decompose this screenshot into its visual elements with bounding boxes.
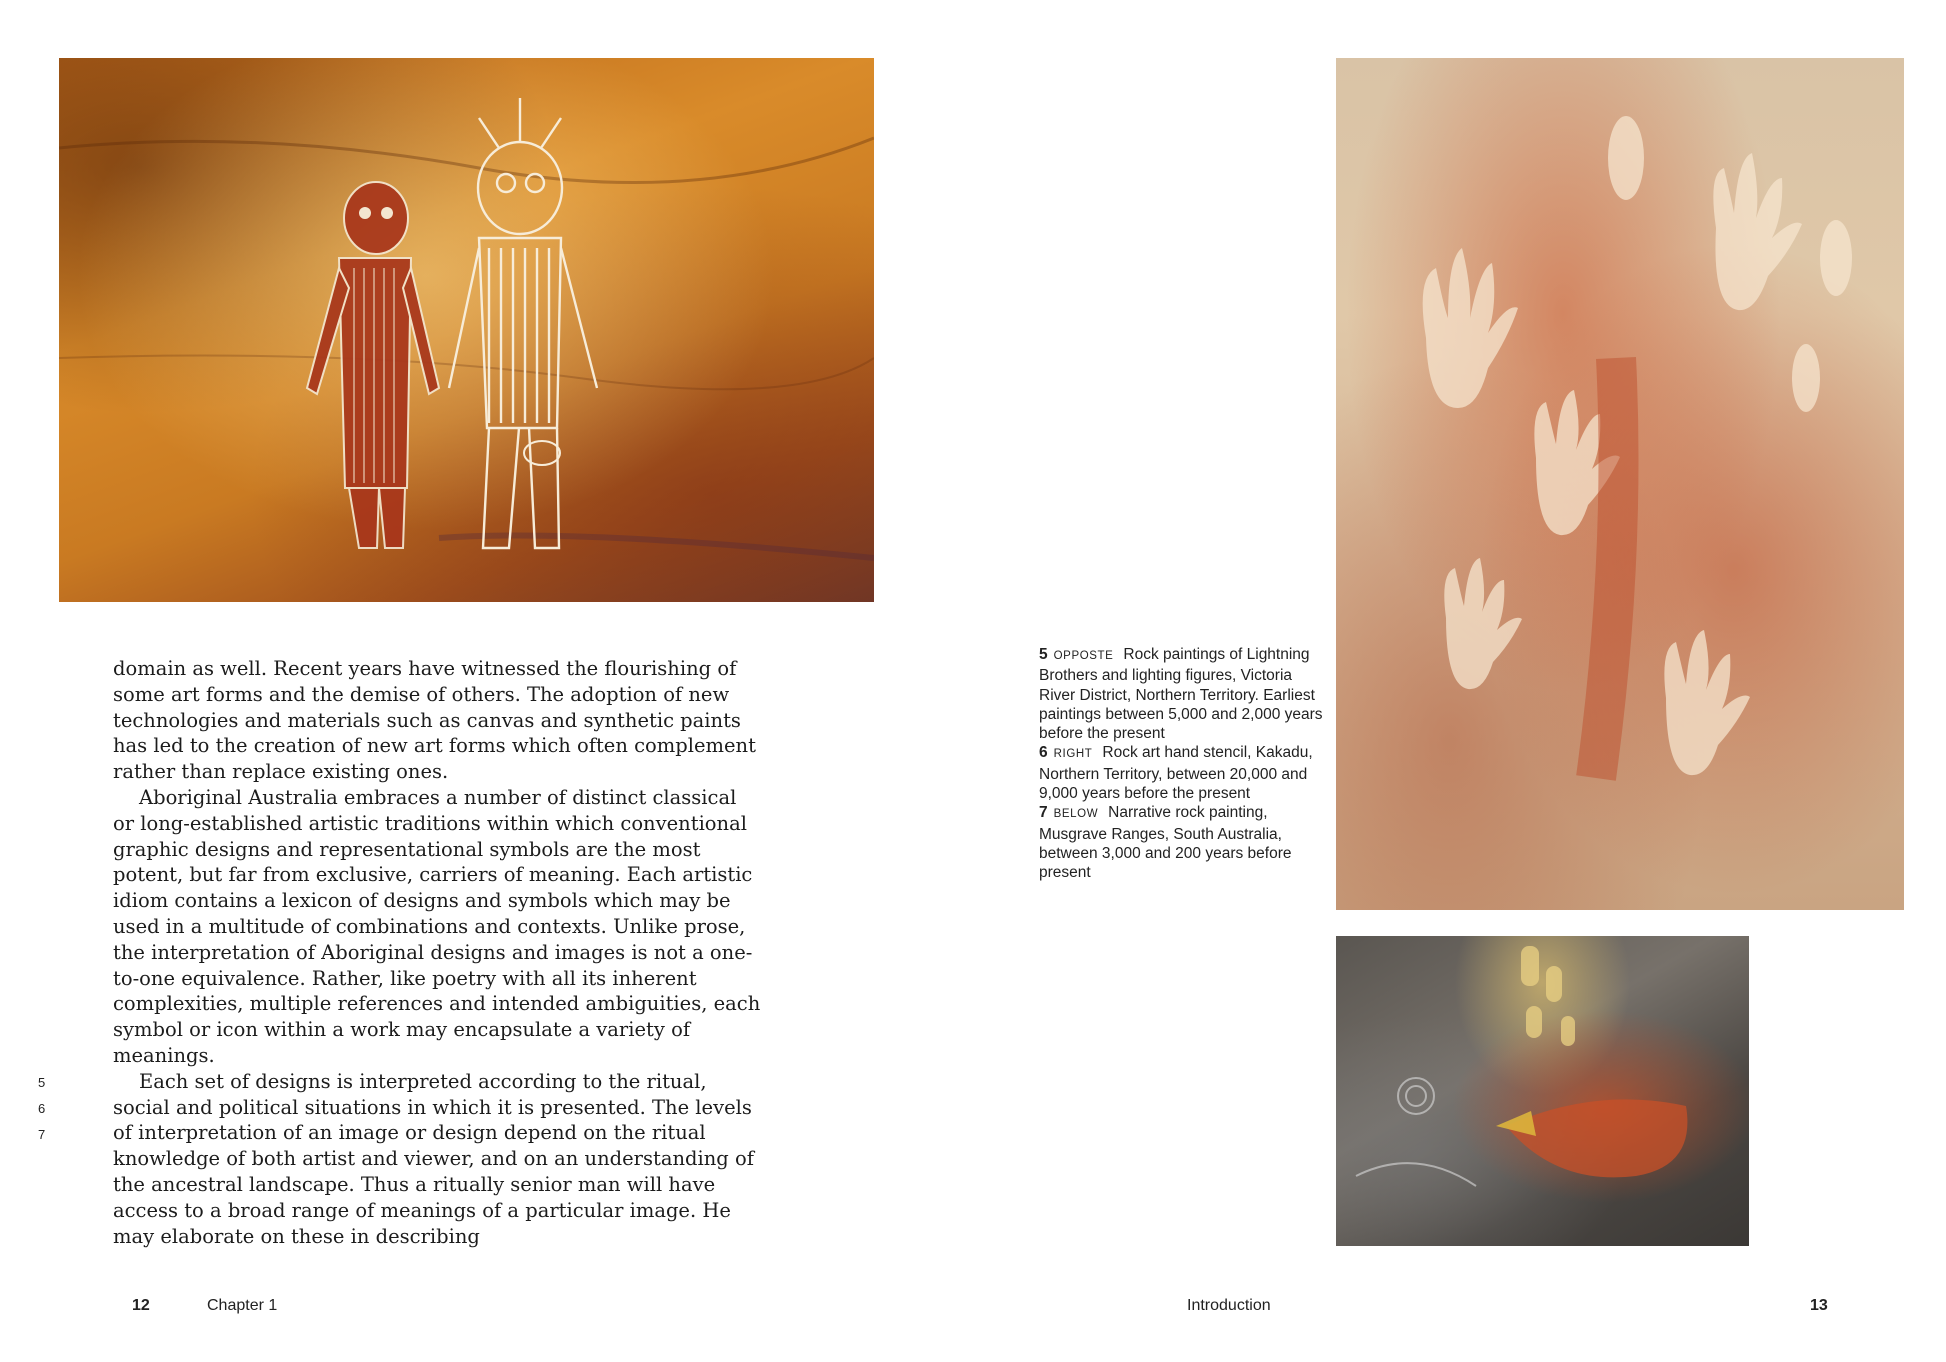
running-head-right: Introduction	[1187, 1297, 1271, 1314]
running-head-left: Chapter 1	[207, 1297, 278, 1314]
caption-7	[1039, 803, 1324, 882]
caption-position: BELOW	[1053, 808, 1099, 821]
narrative-rock-painting-photo	[1336, 936, 1749, 1246]
caption-number: 6	[1039, 744, 1048, 762]
caption-text: Rock art hand stencil, Kakadu, Northern Territory, between 20,000 and 9,000 years before the present	[1039, 744, 1313, 803]
caption-text: Rock paintings of Lightning Brothers and lighting figures, Victoria River District, Northern Territory. Earliest paintings between 5,000 and 2,000 years before the present	[1039, 646, 1323, 743]
page-number-right: 13	[1810, 1297, 1828, 1314]
caption-text: Narrative rock painting, Musgrave Ranges, South Australia, between 3,000 and 200 years before present	[1039, 804, 1292, 882]
paragraph-2: Aboriginal Australia embraces a number of distinct classical or long-established artistic traditions within which conventional graphic designs and representational symbols are the most potent, but far from exclusive, carriers of meaning. Each artistic idiom contains a lexicon of designs and symbols which may be used in a multitude of combinations and contexts. Unlike prose, the interpretation of Aboriginal designs and images is not a one-to-one equivalence. Rather, like poetry with all its inherent complexities, multiple references and intended ambiguities, each symbol or icon within a work may encapsulate a variety of meanings.	[113, 785, 761, 1067]
figure-captions	[1039, 645, 1324, 883]
body-text	[113, 656, 763, 1249]
hand-stencil-photo	[1336, 58, 1904, 910]
figure-ref-5: 5	[38, 1075, 46, 1090]
caption-position: RIGHT	[1053, 748, 1093, 761]
figure-ref-7: 7	[38, 1127, 46, 1142]
paragraph-3: Each set of designs is interpreted according to the ritual, social and political situations in which it is presented. The levels of interpretation of an image or design depend on the ritual knowledge of both artist and viewer, and on an understanding of the ancestral landscape. Thus a ritually senior man will have access to a broad range of meanings of a particular image. He may elaborate on these in describing	[113, 1069, 754, 1248]
figure-ref-6: 6	[38, 1101, 46, 1116]
caption-5	[1039, 645, 1324, 743]
lightning-brothers-photo	[59, 58, 874, 602]
caption-position: OPPOSTE	[1053, 650, 1114, 662]
page-number-left: 12	[132, 1297, 150, 1314]
caption-number: 5	[1039, 646, 1048, 663]
caption-6	[1039, 743, 1324, 803]
paragraph-1: domain as well. Recent years have witnessed the flourishing of some art forms and the demise of others. The adoption of new technologies and materials such as canvas and synthetic paints has led to the creation of new art forms which often complement rather than replace existing ones.	[113, 657, 756, 784]
caption-number: 7	[1039, 804, 1048, 822]
